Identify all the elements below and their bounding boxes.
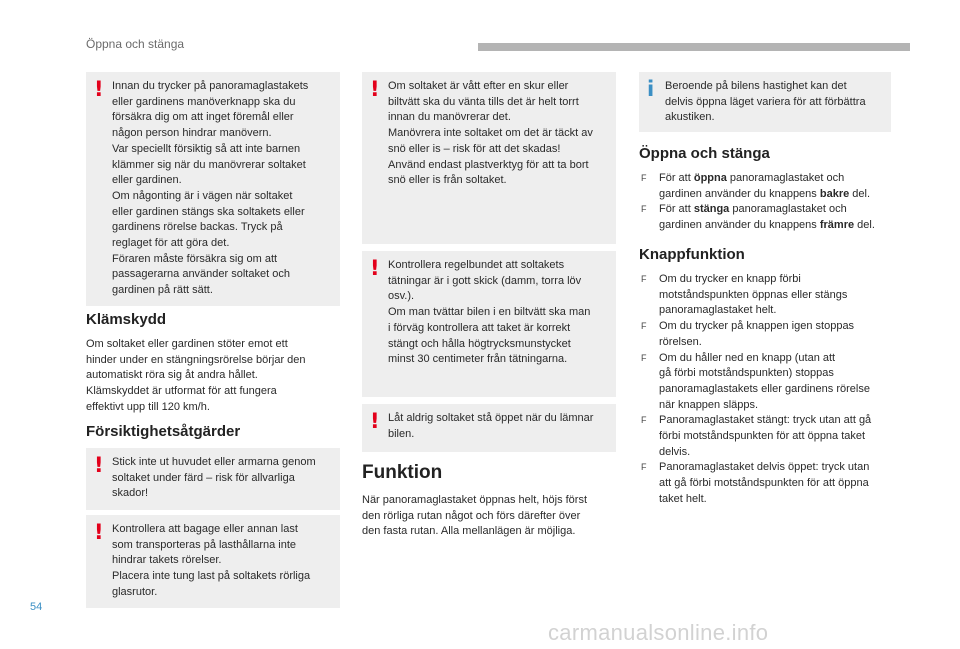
warning-icon: ! [94, 453, 104, 477]
bullet-icon: F [641, 204, 647, 215]
info-icon: i [647, 77, 655, 101]
section-header: Öppna och stänga [86, 37, 185, 51]
knapp-list [639, 272, 901, 508]
list-item: F Om du trycker en knapp förbi motståndspunkten öppnas eller stängs panoramaglastaket helt. [641, 273, 848, 317]
warning-icon: ! [94, 520, 104, 544]
heading-oppna-och-stanga: Öppna och stänga [639, 145, 770, 162]
warning-icon: ! [370, 409, 380, 433]
list-item: F Om du trycker på knappen igen stoppas rörelsen. [641, 320, 855, 348]
warning-icon: ! [370, 256, 380, 280]
list-item: F Panoramaglastaket stängt: tryck utan att gå förbi motståndspunkten för att öppna taket delvis. [641, 414, 872, 458]
bullet-icon: F [641, 415, 647, 426]
watermark: carmanualsonline.info [548, 620, 769, 645]
bullet-icon: F [641, 352, 647, 363]
heading-knappfunktion: Knappfunktion [639, 246, 745, 263]
warning-box-seals [362, 251, 616, 397]
warning-text: Om soltaket är vått efter en skur eller biltvätt ska du vänta tills det är helt torrt innan du manövrerar det. Manövrera inte soltaket om det är täckt av snö eller is – risk för att det skadas! Använd endast plastverktyg för att ta bort snö eller is från soltaket. [388, 80, 593, 187]
warning-box-leave-open [362, 404, 616, 452]
heading-klamskydd: Klämskydd [86, 311, 167, 328]
bullet-icon: F [641, 462, 647, 473]
info-text: Beroende på bilens hastighet kan det delvis öppna läget variera för att förbättra akustiken. [665, 80, 866, 124]
warning-box-head-arms [86, 448, 340, 510]
warning-text: Låt aldrig soltaket stå öppet när du lämnar bilen. [388, 412, 594, 440]
info-box-acoustics [639, 72, 891, 132]
heading-forsiktighetsatgarder: Försiktighetsåtgärder [86, 423, 241, 440]
warning-text: Innan du trycker på panoramaglastakets eller gardinens manöverknapp ska du försäkra dig om att inget föremål eller någon person hindrar manövern. Var speciellt försiktig så att inte barnen klämmer sig när du manövrerar soltaket eller gardinen. Om någonting är i vägen när soltaket eller gardinen stängs ska soltakets eller gardinens rörelse backas. Tryck på reglaget för att göra det. Föraren måste försäkra sig om att passagerarna använder soltaket och gardinen på rätt sätt. [112, 80, 309, 297]
funktion-paragraph: När panoramaglastaket öppnas helt, höjs först den rörliga rutan något och förs därefter över den fasta rutan. Alla mellanlägen är möjliga. [362, 494, 588, 538]
list-item: F Panoramaglastaket delvis öppet: tryck utan att gå förbi motståndspunkten för att öppna taket helt. [641, 461, 870, 505]
warning-text: Kontrollera att bagage eller annan last som transporteras på lasthållarna inte hindrar takets rörelser. Placera inte tung last på soltakets rörliga glasrutor. [112, 523, 311, 598]
warning-text: Stick inte ut huvudet eller armarna genom soltaket under färd – risk för allvarliga skador! [112, 456, 316, 500]
bullet-icon: F [641, 173, 647, 183]
header-divider-bar [478, 43, 910, 51]
warning-box-wet-roof [362, 72, 616, 244]
page-number: 54 [30, 601, 43, 613]
bullet-icon: F [641, 274, 647, 284]
list-item: F För att stänga panoramaglastaket och gardinen använder du knappens främre del. [641, 203, 875, 232]
klamskydd-paragraph: Om soltaket eller gardinen stöter emot ett hinder under en stängningsrörelse börjar den automatiskt röra sig åt andra hållet. Klämskyddet är utformat för att fungera effektivt upp till 120 km/h. [86, 338, 306, 413]
heading-funktion: Funktion [362, 462, 443, 483]
bullet-icon: F [641, 321, 647, 332]
list-item: F Om du håller ned en knapp (utan att gå förbi motståndspunkten) stoppas panoramaglastakets eller gardinens rörelse när knappen släpps. [641, 351, 870, 411]
warning-icon: ! [370, 77, 380, 101]
warning-icon: ! [94, 77, 104, 101]
list-item: F För att öppna panoramaglastaket och gardinen använder du knappens bakre del. [641, 172, 871, 200]
oppna-list [639, 171, 901, 234]
warning-box-luggage [86, 515, 340, 608]
warning-text: Kontrollera regelbundet att soltakets tätningar är i gott skick (damm, torra löv osv.). Om man tvättar bilen i en biltvätt ska man i förväg kontrollera att taket är korrekt stängt och hålla högtrycksmunstycket minst 30 centimeter från tätningarna. [388, 259, 591, 366]
warning-box-manoeuvre [86, 72, 340, 306]
